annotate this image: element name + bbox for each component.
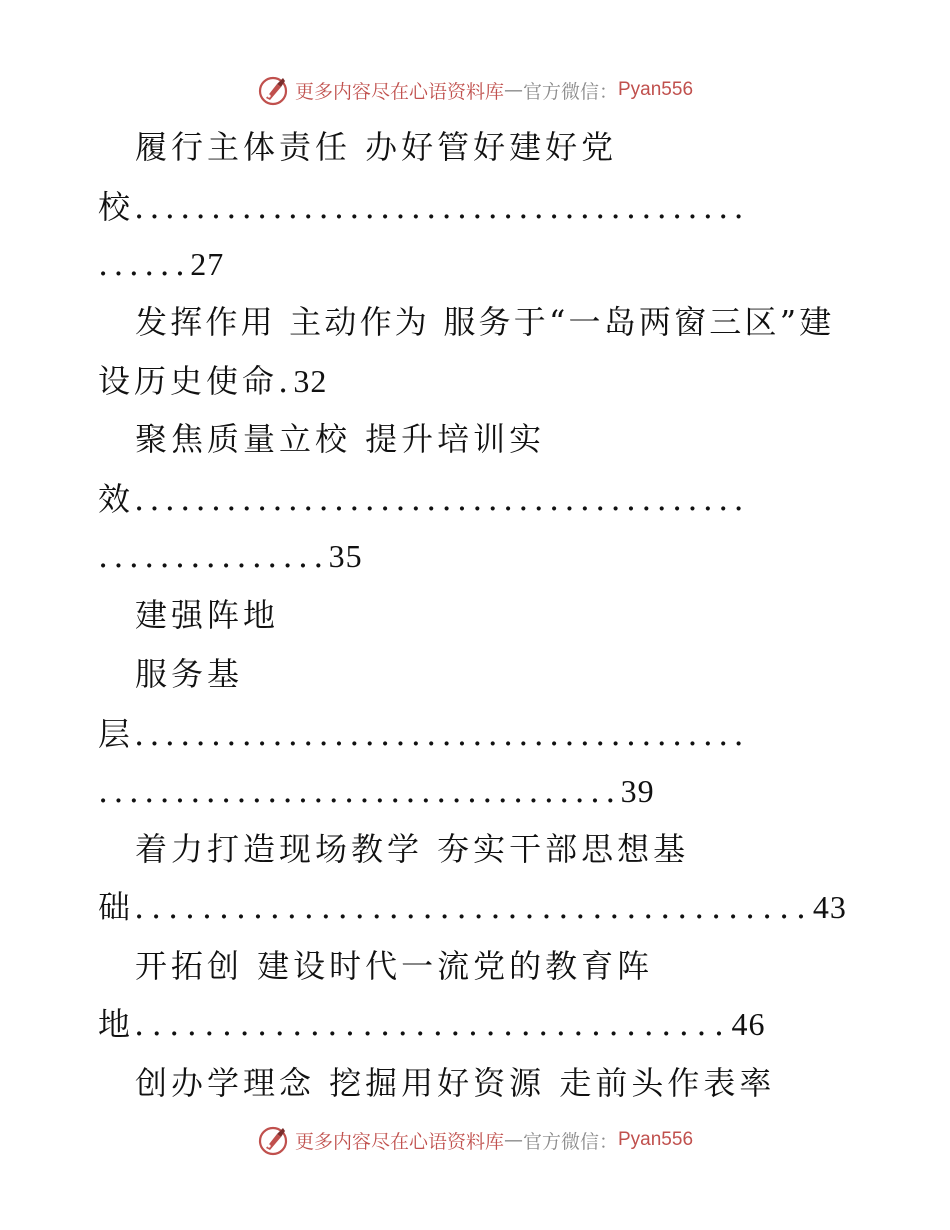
toc-page-number: 27: [190, 246, 225, 282]
toc-page-number: 39: [620, 773, 655, 809]
header-separator: —: [503, 79, 523, 101]
header-brand-text: 更多内容尽在心语资料库: [294, 80, 504, 103]
toc-entry-title: 聚焦质量立校 提升培训实: [135, 420, 546, 458]
toc-entry-tail-text: 效: [98, 480, 135, 518]
toc-entry-continuation: [98, 771, 655, 811]
toc-entry-tail-text: 层: [98, 715, 135, 753]
toc-entry-tail: [98, 361, 327, 401]
toc-entry-title: 创办学理念 挖掘用好资源 走前头作表率: [135, 1064, 776, 1102]
footer-separator: —: [503, 1129, 523, 1151]
footer-wechat-id: Pyan556: [618, 1129, 694, 1150]
header-wechat-label: 官方微信：: [522, 80, 618, 103]
toc-leader-dots: ......: [98, 245, 191, 283]
toc-entry-title-line2: 服务基: [135, 655, 244, 693]
toc-entry-tail-text: 础: [98, 888, 135, 926]
toc-entry-title: 发挥作用 主动作为 服务于“一岛两窗三区”建: [135, 303, 835, 341]
toc-entry-title: 着力打造现场教学 夯实干部思想基: [135, 830, 690, 868]
toc-leader-dots: ..................................: [98, 772, 621, 810]
toc-entry-continuation: [98, 536, 363, 576]
header-banner: [0, 70, 950, 110]
toc-leader-dots: ........................................: [134, 480, 749, 518]
toc-page-number: 35: [328, 538, 363, 574]
toc-leader-dots: ...............: [98, 537, 329, 575]
toc-page-number: 46: [731, 1006, 766, 1042]
header-wechat-id: Pyan556: [618, 79, 694, 100]
pen-nib-logo-icon: [257, 74, 289, 106]
toc-entry-tail-text: 地: [98, 1005, 135, 1043]
toc-page-number: 43: [812, 889, 847, 925]
footer-banner: [0, 1120, 950, 1160]
toc-leader-dots: ........................................: [134, 888, 813, 926]
toc-entry-tail: [98, 187, 749, 227]
toc-entry-tail: [98, 479, 749, 519]
toc-entry-tail-text: 校: [98, 188, 135, 226]
toc-entry-continuation: [98, 244, 224, 284]
footer-brand-text: 更多内容尽在心语资料库: [294, 1130, 504, 1153]
toc-entry-tail-text: 设历史使命: [98, 362, 279, 400]
footer-wechat-label: 官方微信：: [522, 1130, 618, 1153]
toc-leader-dots: ........................................: [134, 188, 749, 226]
toc-leader-dots: ..................................: [134, 1005, 732, 1043]
pen-nib-logo-icon: [257, 1124, 289, 1156]
toc-entry-title: 开拓创 建设时代一流党的教育阵: [135, 947, 654, 985]
toc-entry-tail: [98, 887, 847, 927]
toc-entry-tail: [98, 1004, 765, 1044]
toc-leader-dots: ........................................: [134, 715, 749, 753]
toc-entry-tail: [98, 714, 749, 754]
toc-page-number: 32: [293, 363, 328, 399]
toc-entry-title: 履行主体责任 办好管好建好党: [135, 128, 618, 166]
toc-entry-title: 建强阵地: [135, 596, 280, 634]
toc-leader-dots: .: [278, 362, 294, 400]
